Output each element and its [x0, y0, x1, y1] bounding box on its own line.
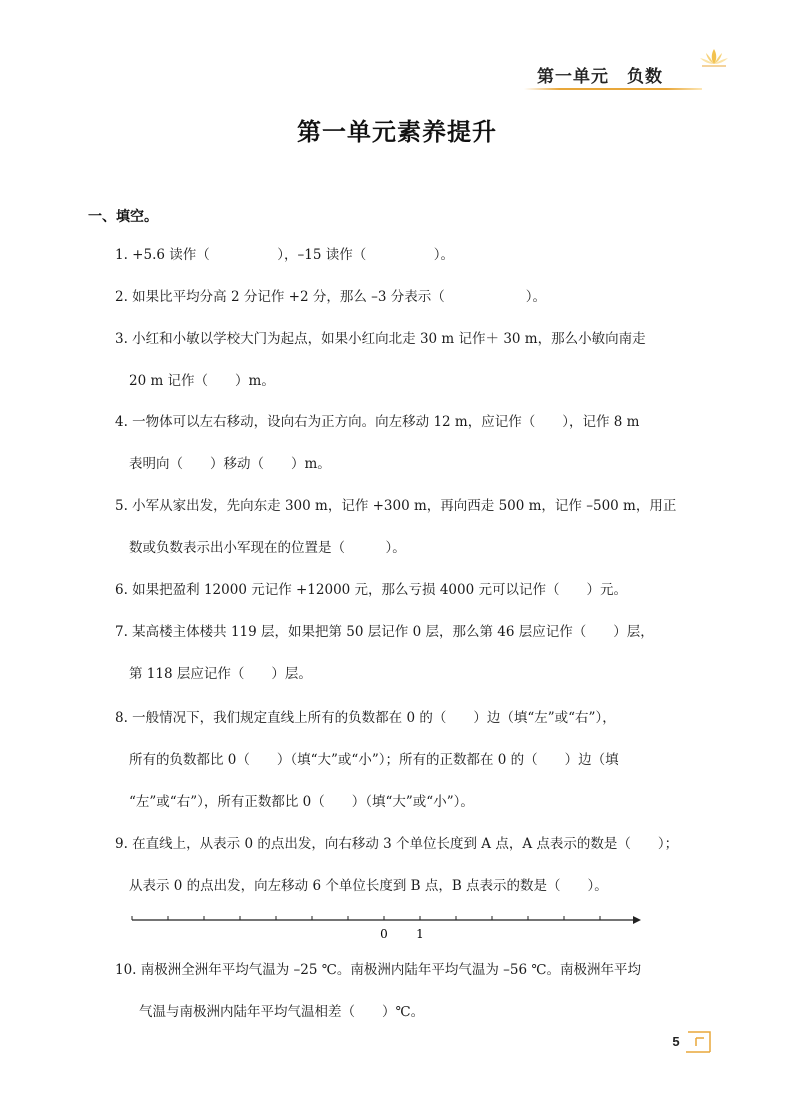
question-3-line-1: 3. 小红和小敏以学校大门为起点，如果小红向北走 30 m 记作＋ 30 m，那么小敏向南走	[115, 331, 646, 347]
question-8-line-3: “左”或“右”），所有正数都比 0（ ）（填“大”或“小”）。	[129, 794, 474, 810]
question-4-line-1: 4. 一物体可以左右移动，设向右为正方向。向左移动 12 m，应记作（ ），记作 8 m	[115, 414, 640, 430]
header-rule	[524, 88, 702, 90]
question-5-line-1: 5. 小军从家出发，先向东走 300 m，记作 +300 m，再向西走 500 m，记作 –500 m，用正	[115, 498, 677, 514]
question-10-line-2: 气温与南极洲内陆年平均气温相差（ ）℃。	[139, 1004, 425, 1020]
page-number: 5	[672, 1034, 680, 1049]
question-6-line: 6. 如果把盈利 12000 元记作 +12000 元，那么亏损 4000 元可以记作（ ）元。	[115, 582, 627, 598]
question-10-line-1: 10. 南极洲全洲年平均气温为 –25 ℃。南极洲内陆年平均气温为 –56 ℃。南极洲年平均	[115, 962, 641, 978]
question-7-line-2: 第 118 层应记作（ ）层。	[129, 666, 312, 682]
question-8-line-2: 所有的负数都比 0（ ）（填“大”或“小”）；所有的正数都在 0 的（ ）边（填	[129, 752, 619, 768]
number-line-label-1: 1	[416, 927, 424, 941]
question-9-line-1: 9. 在直线上，从表示 0 的点出发，向右移动 3 个单位长度到 A 点，A 点表示的数是（ ）；	[115, 836, 679, 852]
page-corner-decoration	[686, 1030, 712, 1054]
unit-header: 第一单元 负数	[537, 67, 663, 87]
section-heading: 一、填空。	[88, 209, 158, 225]
number-line	[130, 911, 642, 943]
number-line-arrow	[633, 916, 641, 924]
question-4-line-2: 表明向（ ）移动（ ）m。	[129, 456, 331, 472]
question-1-line: 1. +5.6 读作（ ），–15 读作（ ）。	[115, 247, 454, 263]
question-8-line-1: 8. 一般情况下，我们规定直线上所有的负数都在 0 的（ ）边（填“左”或“右”），	[115, 710, 616, 726]
number-line-label-0: 0	[380, 927, 388, 941]
question-3-line-2: 20 m 记作（ ）m。	[129, 373, 275, 389]
lotus-icon	[698, 46, 730, 68]
question-9-line-2: 从表示 0 的点出发，向左移动 6 个单位长度到 B 点，B 点表示的数是（ ）。	[129, 878, 608, 894]
question-5-line-2: 数或负数表示出小军现在的位置是（ ）。	[129, 540, 406, 556]
question-2-line: 2. 如果比平均分高 2 分记作 +2 分，那么 –3 分表示（ ）。	[115, 289, 546, 305]
question-7-line-1: 7. 某高楼主体楼共 119 层，如果把第 50 层记作 0 层，那么第 46 层应记作（ ）层，	[115, 624, 654, 640]
page-title: 第一单元素养提升	[297, 118, 497, 146]
